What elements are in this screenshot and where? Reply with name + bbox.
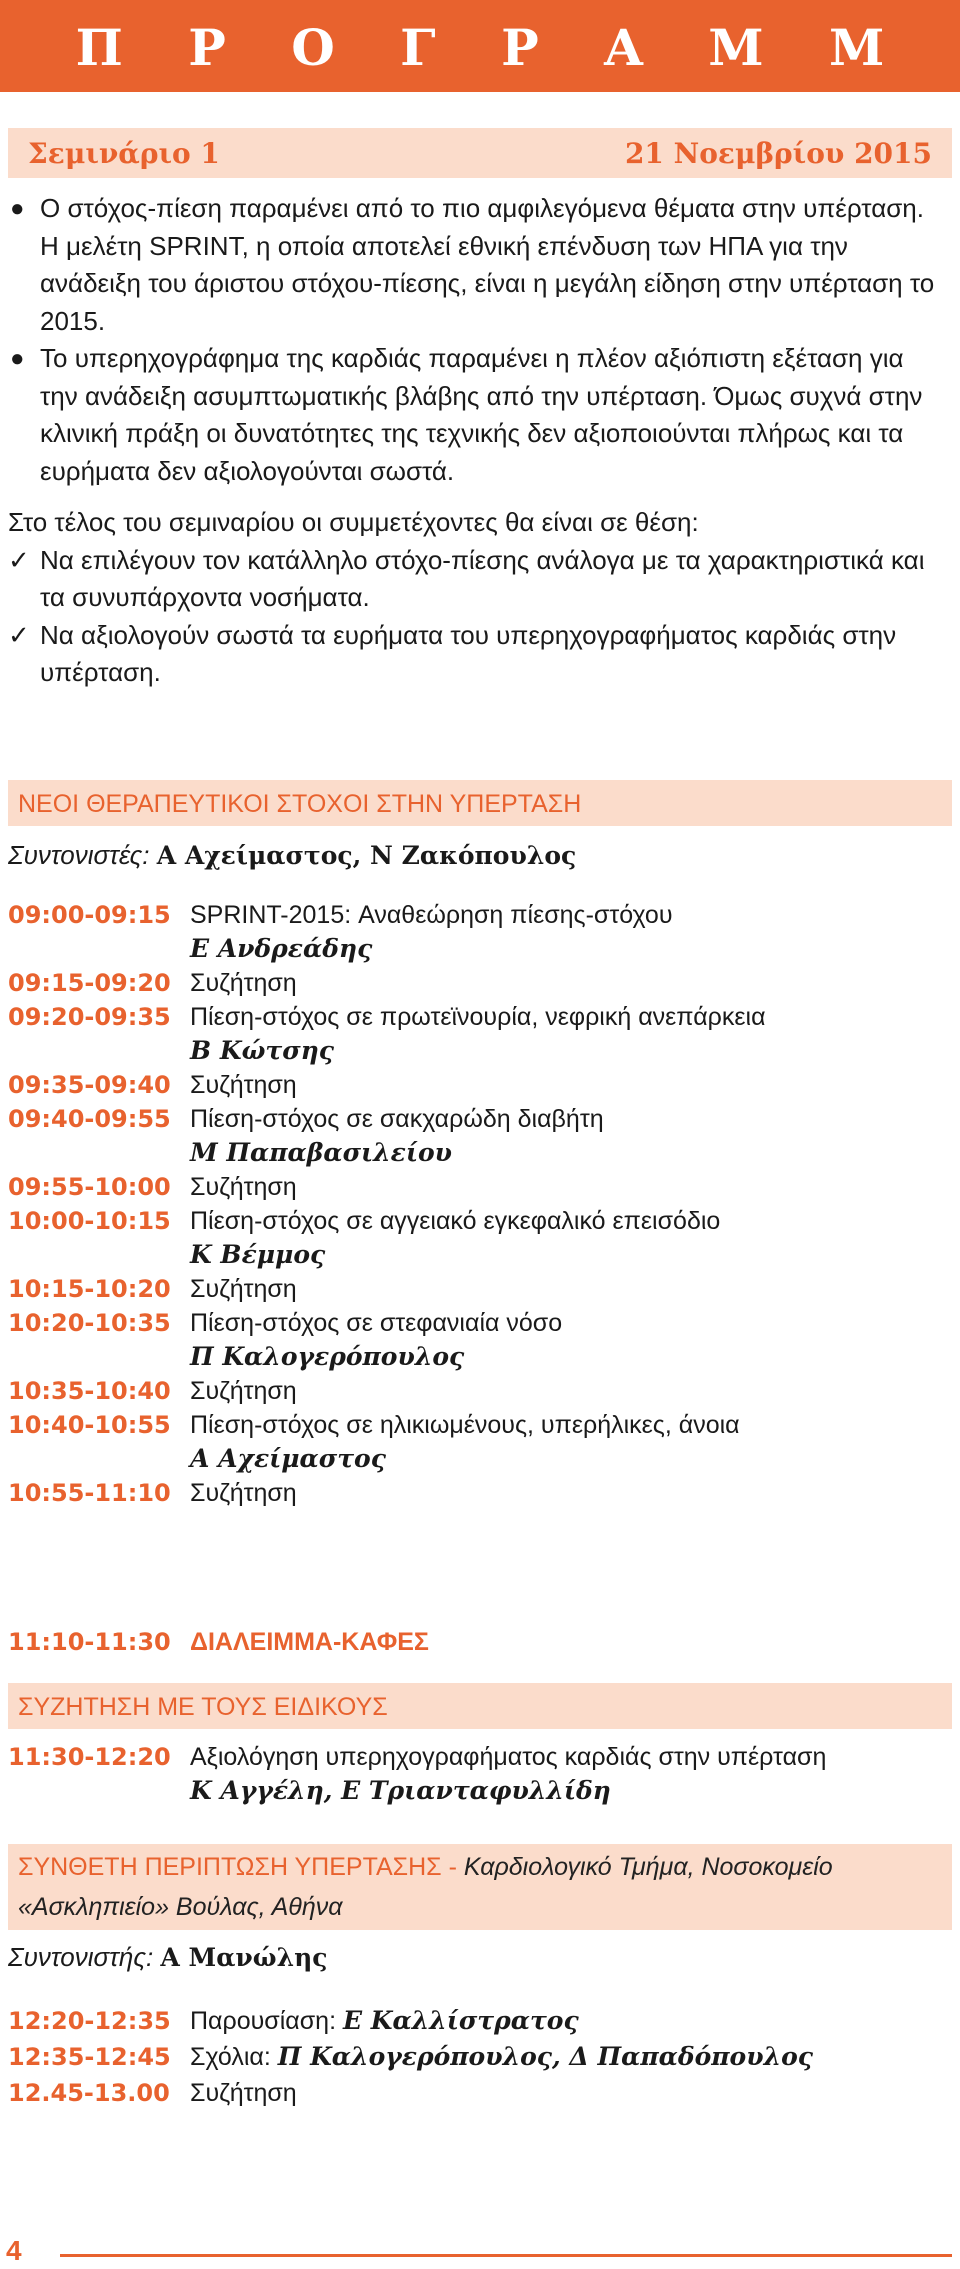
section-title: ΣΥΝΘΕΤΗ ΠΕΡΙΠΤΩΣΗ ΥΠΕΡΤΑΣΗΣ xyxy=(18,1853,442,1881)
intro-bullet-text: Το υπερηχογράφημα της καρδιάς παραμένει η πλέον αξιόπιστη εξέταση για την ανάδειξη ασυμπτωματικής βλάβης από την υπέρταση. Όμως συχνά στην κλινική πράξη οι δυνατότητες της τεχνικής δεν αξιοποιούνται πλήρως και τα ευρήματα δεν αξιολογούνται σωστά. xyxy=(40,343,923,486)
schedule-row xyxy=(8,2039,952,2075)
schedule-topic: Πίεση-στόχος σε ηλικιωμένους, υπερήλικες, άνοια xyxy=(190,1411,740,1439)
schedule-topic-cell xyxy=(190,1374,952,1408)
schedule-topic-cell xyxy=(190,1000,952,1068)
section-venue: Καρδιολογικό Τμήμα, Νοσοκομείο «Ασκληπιείο» Βούλας, Αθήνα xyxy=(18,1853,833,1921)
coordinator xyxy=(8,1940,328,1975)
break-text: ΔΙΑΛΕΙΜΜΑ-ΚΑΦΕΣ xyxy=(190,1628,429,1656)
schedule-topic: Συζήτηση xyxy=(190,1275,297,1303)
schedule-names: Π Καλογερόπουλος, Δ Παπαδόπουλος xyxy=(277,2042,813,2071)
schedule-row xyxy=(8,966,952,1000)
footer-rule xyxy=(60,2254,952,2257)
schedule-time: 10:35-10:40 xyxy=(8,1377,171,1405)
schedule-row xyxy=(8,1204,952,1272)
schedule-time: 09:15-09:20 xyxy=(8,969,171,997)
section-title: ΣΥΖΗΤΗΣΗ ΜΕ ΤΟΥΣ ΕΙΔΙΚΟΥΣ xyxy=(18,1693,388,1721)
schedule-row xyxy=(8,2003,952,2039)
schedule-time: 11:30-12:20 xyxy=(8,1743,171,1771)
bullet-icon: ● xyxy=(10,195,25,222)
schedule-topic-cell xyxy=(190,1170,952,1204)
schedule-topic: Πίεση-στόχος σε στεφανιαία νόσο xyxy=(190,1309,563,1337)
intro-bullet xyxy=(8,190,948,340)
schedule-topic: Πίεση-στόχος σε αγγειακό εγκεφαλικό επεισόδιο xyxy=(190,1207,721,1235)
schedule-topic-cell xyxy=(190,1204,952,1272)
schedule-time: 10:40-10:55 xyxy=(8,1411,171,1439)
coordinator-label: Συντονιστής: xyxy=(8,1942,154,1972)
schedule-section-3 xyxy=(8,2003,952,2111)
schedule-row xyxy=(8,1408,952,1476)
coordinators-names: Α Αχείμαστος, Ν Ζακόπουλος xyxy=(156,841,577,870)
schedule-row xyxy=(8,1476,952,1510)
schedule-topic-cell xyxy=(190,2039,952,2075)
schedule-label: Συζήτηση xyxy=(190,2079,297,2107)
schedule-row xyxy=(8,1068,952,1102)
schedule-row xyxy=(8,1740,952,1808)
schedule-speaker: Κ Αγγέλη, Ε Τριανταφυλλίδη xyxy=(190,1776,611,1805)
schedule-speaker: Μ Παπαβασιλείου xyxy=(190,1138,452,1167)
schedule-topic: Αξιολόγηση υπερηχογραφήματος καρδιάς στην υπέρταση xyxy=(190,1743,827,1771)
schedule-speaker: Κ Βέμμος xyxy=(190,1240,326,1269)
schedule-topic: Συζήτηση xyxy=(190,969,297,997)
schedule-section-2 xyxy=(8,1740,952,1808)
page-banner-title: Π Ρ Ο Γ Ρ Α Μ Μ xyxy=(0,0,960,92)
schedule-topic: Συζήτηση xyxy=(190,1377,297,1405)
schedule-speaker: Π Καλογερόπουλος xyxy=(190,1342,465,1371)
checkmark-icon: ✓ xyxy=(8,544,30,575)
schedule-speaker: Β Κώτσης xyxy=(190,1036,335,1065)
schedule-row xyxy=(8,898,952,966)
schedule-row xyxy=(8,1000,952,1068)
break-row-wrap xyxy=(8,1625,952,1659)
schedule-time: 10:55-11:10 xyxy=(8,1479,171,1507)
schedule-topic: Συζήτηση xyxy=(190,1173,297,1201)
schedule-topic-cell xyxy=(190,1740,952,1808)
schedule-time: 09:35-09:40 xyxy=(8,1071,171,1099)
checkmark-icon: ✓ xyxy=(8,619,30,650)
coordinator-names: Α Μανώλης xyxy=(160,1943,328,1972)
intro-section xyxy=(8,190,948,692)
page-number: 4 xyxy=(6,2235,22,2266)
schedule-row xyxy=(8,1306,952,1374)
schedule-time: 09:20-09:35 xyxy=(8,1003,171,1031)
schedule-topic: Συζήτηση xyxy=(190,1479,297,1507)
schedule-label: Παρουσίαση: xyxy=(190,2007,337,2035)
section-header-1 xyxy=(8,780,952,826)
schedule-topic-cell xyxy=(190,2075,952,2111)
schedule-row xyxy=(8,1374,952,1408)
schedule-topic-cell xyxy=(190,2003,952,2039)
schedule-label: Σχόλια: xyxy=(190,2043,271,2071)
intro-bullet xyxy=(8,340,948,490)
intro-closing: Στο τέλος του σεμιναρίου οι συμμετέχοντες θα είναι σε θέση: xyxy=(8,507,699,537)
section-separator: - xyxy=(441,1853,464,1881)
schedule-time: 10:15-10:20 xyxy=(8,1275,171,1303)
seminar-header xyxy=(8,128,952,178)
schedule-topic-cell xyxy=(190,1102,952,1170)
schedule-topic: Πίεση-στόχος σε πρωτεϊνουρία, νεφρική ανεπάρκεια xyxy=(190,1003,766,1031)
schedule-speaker: Α Αχείμαστος xyxy=(190,1444,386,1473)
schedule-time: 09:40-09:55 xyxy=(8,1105,171,1133)
coordinators xyxy=(8,838,576,873)
schedule-row xyxy=(8,1170,952,1204)
schedule-topic: Συζήτηση xyxy=(190,1071,297,1099)
goal-item xyxy=(8,542,948,617)
schedule-time: 09:55-10:00 xyxy=(8,1173,171,1201)
schedule-topic-cell xyxy=(190,1476,952,1510)
schedule-speaker: Ε Ανδρεάδης xyxy=(190,934,373,963)
schedule-topic-cell xyxy=(190,898,952,966)
schedule-time: 10:00-10:15 xyxy=(8,1207,171,1235)
section-header-2 xyxy=(8,1683,952,1729)
schedule-time: 12.45-13.00 xyxy=(8,2079,170,2107)
schedule-time: 12:20-12:35 xyxy=(8,2007,171,2035)
schedule-time: 09:00-09:15 xyxy=(8,901,171,929)
schedule-names: Ε Καλλίστρατος xyxy=(342,2006,579,2035)
schedule-topic-cell xyxy=(190,966,952,1000)
schedule-row xyxy=(8,2075,952,2111)
schedule-topic: Πίεση-στόχος σε σακχαρώδη διαβήτη xyxy=(190,1105,604,1133)
intro-bullet-text: Ο στόχος-πίεση παραμένει από το πιο αμφιλεγόμενα θέματα στην υπέρταση. Η μελέτη SPRINT, η οποία αποτελεί εθνική επένδυση των ΗΠΑ για την ανάδειξη του άριστου στόχου-πίεσης, είναι η μεγάλη είδηση στην υπέρταση το 2015. xyxy=(40,193,935,336)
seminar-date: 21 Νοεμβρίου 2015 xyxy=(624,137,932,170)
break-row xyxy=(8,1625,952,1659)
schedule-topic-cell xyxy=(190,1272,952,1306)
section-title: ΝΕΟΙ ΘΕΡΑΠΕΥΤΙΚΟΙ ΣΤΟΧΟΙ ΣΤΗΝ ΥΠΕΡΤΑΣΗ xyxy=(18,790,582,818)
schedule-topic-cell xyxy=(190,1408,952,1476)
goal-text: Να επιλέγουν τον κατάλληλο στόχο-πίεσης ανάλογα με τα χαρακτηριστικά και τα συνυπάρχοντα νοσήματα. xyxy=(40,544,925,612)
coordinators-label: Συντονιστές: xyxy=(8,840,150,870)
schedule-topic-cell xyxy=(190,1068,952,1102)
seminar-label: Σεμινάριο 1 xyxy=(28,137,220,170)
schedule-time: 12:35-12:45 xyxy=(8,2043,171,2071)
section-header-3 xyxy=(8,1844,952,1930)
schedule-row xyxy=(8,1102,952,1170)
break-time: 11:10-11:30 xyxy=(8,1628,171,1656)
schedule-section-1 xyxy=(8,898,952,1510)
schedule-row xyxy=(8,1272,952,1306)
bullet-icon: ● xyxy=(10,345,25,372)
schedule-time: 10:20-10:35 xyxy=(8,1309,171,1337)
schedule-topic-cell xyxy=(190,1306,952,1374)
schedule-topic: SPRINT-2015: Αναθεώρηση πίεσης-στόχου xyxy=(190,901,673,929)
goal-item xyxy=(8,617,948,692)
goal-text: Να αξιολογούν σωστά τα ευρήματα του υπερηχογραφήματος καρδιάς στην υπέρταση. xyxy=(40,619,897,687)
